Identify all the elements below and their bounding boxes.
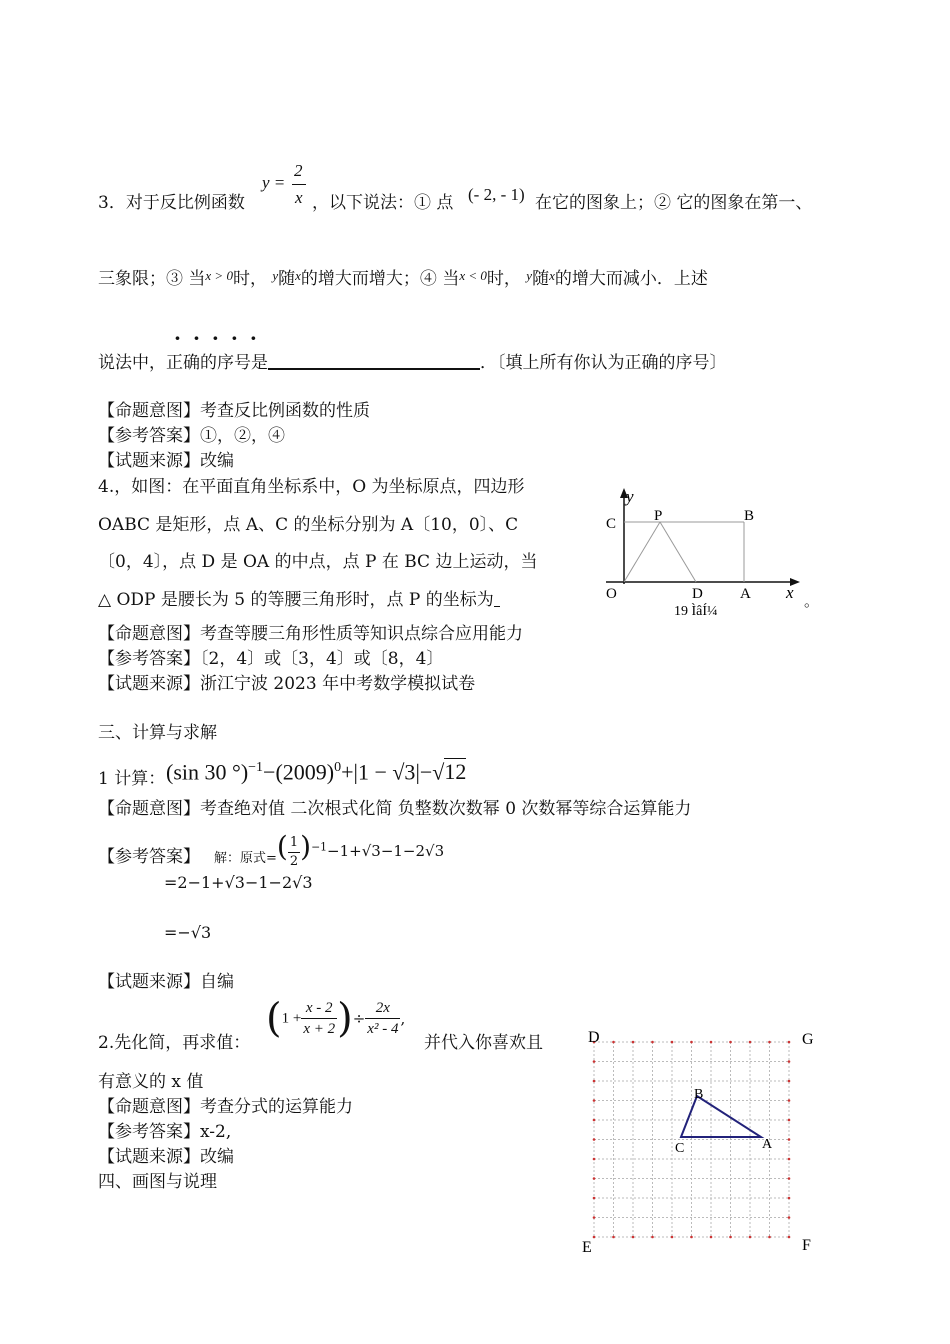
grid-dot	[690, 1236, 693, 1239]
q3-func-bar	[292, 184, 306, 185]
triangle-abc	[681, 1096, 761, 1137]
grid-dot	[788, 1041, 791, 1044]
q4-line4-text: △ ODP 是腰长为 5 的等腰三角形时，点 P 的坐标为	[98, 590, 494, 610]
grid-dot	[710, 1041, 713, 1044]
q3-mid: ，以下说法：① 点	[312, 193, 454, 213]
section3-title: 三、计算与求解	[98, 723, 217, 743]
c1-paren2-close: )	[326, 759, 335, 785]
c1-paren-open: (	[166, 759, 174, 785]
c1-abs-bar2: |	[415, 759, 420, 785]
grid-dot	[749, 1041, 752, 1044]
q4-line3: 〔0，4〕，点 D 是 OA 的中点，点 P 在 BC 边上运动，当	[98, 552, 538, 572]
grid-dot	[593, 1236, 596, 1239]
grid-dot	[788, 1197, 791, 1200]
grid-dot	[593, 1119, 596, 1122]
q3-line2-g: 的增大而减小．上述	[554, 269, 708, 289]
c2-answer: 【参考答案】x-2,	[98, 1122, 232, 1142]
grid-label-b: B	[694, 1087, 704, 1102]
c2-source: 【试题来源】改编	[98, 1147, 234, 1167]
q3-line1	[98, 192, 245, 214]
grid-figure	[576, 1022, 826, 1262]
q3-answer: 【参考答案】①，②，④	[98, 426, 285, 446]
section4-title: 四、画图与说理	[98, 1172, 217, 1192]
grid-label-a: A	[762, 1137, 773, 1152]
grid-dot	[749, 1236, 752, 1239]
grid-dot	[788, 1080, 791, 1083]
q4-caption: 19 ÌâÍ¼	[674, 604, 718, 619]
c1-year: 2009	[282, 759, 327, 785]
q3-line3	[98, 352, 727, 374]
grid-dot	[671, 1236, 674, 1239]
c2-div: ÷	[352, 1009, 366, 1028]
grid-dot	[593, 1099, 596, 1102]
q4-line2: OABC 是矩形，点 A、C 的坐标分别为 A〔10，0〕、C	[98, 515, 519, 535]
c1-expression	[166, 755, 466, 785]
q3-point: (- 2, - 1)	[468, 185, 525, 204]
q3-line2-a: 三象限；③ 当	[98, 269, 206, 289]
q4-label-d: D	[692, 586, 703, 602]
c1-sol-label: 解：原式=	[214, 851, 277, 866]
grid-dot	[671, 1041, 674, 1044]
q4-seg-op	[624, 522, 660, 582]
c1-exp1: −1	[248, 760, 264, 775]
grid-dot	[593, 1216, 596, 1219]
q3-line2	[98, 265, 708, 290]
c2-tail: 并代入你喜欢且	[424, 1033, 543, 1053]
q4-label-c: C	[606, 516, 617, 532]
grid-label-e: E	[582, 1239, 592, 1256]
grid-dot	[768, 1041, 771, 1044]
c1-sol-paren: (	[276, 830, 288, 863]
q3-cond2: x < 0	[459, 268, 487, 283]
grid-label-d: D	[588, 1029, 600, 1046]
q3-line3-a: 说法中，正确的序号是	[98, 353, 268, 373]
q3-line3-b: ．〔填上所有你认为正确的序号〕	[480, 353, 727, 373]
grid-dot	[593, 1060, 596, 1063]
grid-dot	[632, 1236, 635, 1239]
c1-sol-frac	[288, 834, 300, 871]
grid-dot	[788, 1158, 791, 1161]
q3-line2-d: 的增大而增大；④ 当	[300, 269, 460, 289]
q4-label-a: A	[740, 586, 751, 602]
grid-lines	[593, 1041, 791, 1239]
grid-dot	[651, 1236, 654, 1239]
q3-line2-f: 随	[532, 269, 550, 289]
q3-x1: x	[295, 268, 301, 283]
grid-dot	[788, 1216, 791, 1219]
grid-label-c: C	[675, 1141, 685, 1156]
grid-dot	[632, 1041, 635, 1044]
c2-one-plus: 1 +	[281, 1010, 302, 1027]
q4-answer: 【参考答案】〔2，4〕或〔3，4〕或〔8，4〕	[98, 649, 444, 669]
c1-sqrt12: 12	[444, 759, 467, 785]
grid-dot	[593, 1158, 596, 1161]
c2-den1: x + 2	[303, 1021, 336, 1037]
q4-coordinate-figure	[596, 484, 826, 624]
q3-y2: y	[526, 268, 533, 283]
c1-sol-paren-close: )	[300, 830, 312, 863]
q3-intent: 【命题意图】考查反比例函数的性质	[98, 401, 370, 421]
grid-label-g: G	[802, 1031, 814, 1048]
c1-exp0: 0	[334, 760, 342, 775]
grid-dot	[593, 1177, 596, 1180]
q3-answer-blank[interactable]	[268, 352, 480, 370]
grid-dot	[612, 1041, 615, 1044]
grid-dot	[729, 1236, 732, 1239]
q4-intent: 【命题意图】考查等腰三角形性质等知识点综合应用能力	[98, 624, 523, 644]
c2-num1: x - 2	[301, 998, 337, 1019]
c1-sol-exp: −1	[311, 840, 328, 854]
c2-paren-close: )	[337, 995, 353, 1042]
grid-dot	[612, 1236, 615, 1239]
c1-sol-den: 2	[289, 854, 299, 869]
c2-line2: 有意义的 x 值	[98, 1072, 204, 1092]
q4-period: 。	[804, 594, 820, 610]
q4-seg-pd	[660, 522, 696, 582]
c1-intent: 【命题意图】考查绝对值 二次根式化简 负整数次数幂 0 次数幂等综合运算能力	[98, 799, 692, 819]
q3-func-y: y =	[262, 173, 286, 192]
grid-dot	[593, 1138, 596, 1141]
c2-intent: 【命题意图】考查分式的运算能力	[98, 1097, 353, 1117]
c1-sol-num: 1	[288, 834, 300, 853]
c1-step3: =−√3	[164, 923, 212, 942]
c1-minus: −	[263, 759, 276, 785]
grid-dot	[788, 1099, 791, 1102]
c2-frac2	[365, 998, 400, 1039]
q3-line2-c: 随	[278, 269, 296, 289]
q4-answer-blank[interactable]	[494, 590, 500, 607]
grid-dot	[593, 1080, 596, 1083]
q4-label-p: P	[654, 508, 663, 524]
q3-prefix: 3．对于反比例函数	[98, 193, 245, 213]
grid-dot	[593, 1197, 596, 1200]
q3-y1: y	[272, 268, 279, 283]
grid-dot	[788, 1138, 791, 1141]
c1-step2: =2−1+√3−1−2√3	[164, 873, 313, 892]
c1-source: 【试题来源】自编	[98, 972, 234, 992]
grid-dot	[710, 1236, 713, 1239]
c1-abs-bar: |	[353, 759, 358, 785]
grid-label-f: F	[802, 1237, 811, 1254]
grid-dot	[768, 1236, 771, 1239]
grid-dot	[788, 1119, 791, 1122]
q4-line1: 4.，如图：在平面直角坐标系中，O 为坐标原点，四边形	[98, 477, 525, 497]
c1-label: 1 计算：	[98, 769, 166, 789]
q4-label-x: x	[786, 583, 794, 602]
c1-solution	[214, 830, 445, 871]
c2-frac1	[301, 998, 337, 1039]
c1-abs: 1 − √3	[357, 759, 416, 785]
q4-label-b: B	[744, 508, 755, 524]
q3-after-point: 在它的图象上；② 它的图象在第一、	[535, 193, 813, 213]
q3-x2: x	[549, 268, 555, 283]
grid-dot	[729, 1041, 732, 1044]
q3-line2-e: 时，	[486, 269, 521, 289]
c1-answer-label: 【参考答案】	[98, 847, 200, 867]
q3-func-den: x	[295, 188, 303, 207]
c1-sin: sin 30 °	[173, 759, 241, 785]
q4-label-y: y	[626, 487, 634, 506]
c2-den2: x² - 4	[367, 1021, 399, 1037]
q4-label-o: O	[606, 586, 617, 602]
q3-source: 【试题来源】改编	[98, 451, 234, 471]
c1-minus2: −	[419, 759, 433, 785]
c1-sol-rest: −1+√3−1−2√3	[327, 842, 445, 860]
c1-sqrt-sign: √	[432, 759, 445, 785]
grid-dot	[788, 1236, 791, 1239]
c2-comma: ,	[400, 1009, 406, 1028]
c2-num2: 2x	[365, 998, 400, 1019]
grid-dot	[690, 1041, 693, 1044]
grid-dot	[788, 1177, 791, 1180]
c1-plus: +	[341, 759, 354, 785]
c1-paren-close: )	[240, 759, 249, 785]
q4-line4	[98, 589, 500, 611]
c2-expression	[266, 995, 406, 1042]
c2-paren-open: (	[266, 995, 282, 1042]
q3-cond1: x > 0	[205, 268, 233, 283]
q3-emphasis-dots: ·····	[174, 326, 269, 350]
c2-label: 2.先化简，再求值：	[98, 1033, 251, 1053]
grid-dot	[788, 1060, 791, 1063]
q3-line2-b: 时，	[232, 269, 267, 289]
q4-source: 【试题来源】浙江宁波 2023 年中考数学模拟试卷	[98, 674, 476, 694]
c1-paren2-open: (	[275, 759, 283, 785]
q3-func-num: 2	[294, 161, 303, 180]
grid-dot	[651, 1041, 654, 1044]
